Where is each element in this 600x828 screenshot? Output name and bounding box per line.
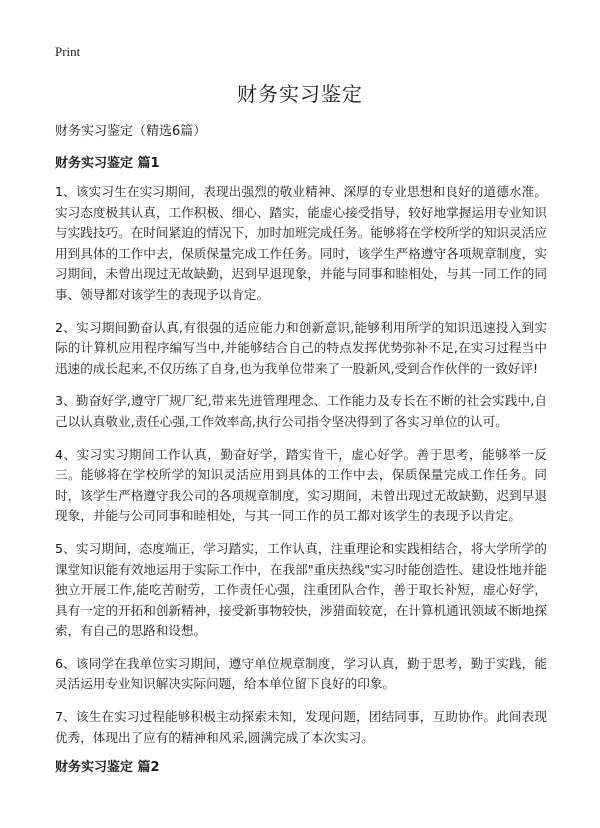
section-heading-1: 财务实习鉴定 篇1	[55, 156, 160, 171]
paragraph-2: 2、实习期间勤奋认真,有很强的适应能力和创新意识,能够利用所学的知识迅速投入到实际的计算机应用程序编写当中,并能够结合自己的特点发挥优势弥补不足,在实习过程当中迅速的成长起来,不仅历练了自身,也为我单位带来了一股新风,受到合作伙伴的一致好评!	[55, 319, 547, 376]
document-subtitle: 财务实习鉴定（精选6篇）	[55, 124, 207, 139]
section-heading-2: 财务实习鉴定 篇2	[55, 760, 160, 775]
section-1-body	[55, 182, 547, 760]
page-title: 财务实习鉴定	[237, 82, 363, 106]
paragraph-5: 5、实习期间，态度端正，学习踏实，工作认真，注重理论和实践相结合，将大学所学的课堂知识能有效地运用于实际工作中，在我部"重庆热线"实习时能创造性、建设性地并能独立开展工作,能吃苦耐劳，工作责任心强，注重团队合作，善于取长补短，虚心好学，具有一定的开拓和创新精神，接受新事物较快，涉猎面较宽，在计算机通讯领域不断地探索，有自己的思路和设想。	[55, 540, 547, 639]
paragraph-6: 6、该同学在我单位实习期间，遵守单位规章制度，学习认真，勤于思考，勤于实践，能灵活运用专业知识解决实际问题，给本单位留下良好的印象。	[55, 655, 547, 692]
print-label[interactable]: Print	[55, 44, 81, 59]
paragraph-1: 1、该实习生在实习期间，表现出强烈的敬业精神、深厚的专业思想和良好的道德水准。实习态度极其认真，工作积极、细心、踏实，能虚心接受指导，较好地掌握运用专业知识与实践技巧。在时间紧迫的情况下，加时加班完成任务。能够将在学校所学的知识灵活应用到具体的工作中去，保质保量完成工作任务。同时，该学生严格遵守各项规章制度，实习期间，未曾出现过无故缺勤，迟到早退现象，并能与同事和睦相处，与其一同工作的同事、领导都对该学生的表现予以肯定。	[55, 184, 547, 302]
paragraph-7: 7、该生在实习过程能够积极主动探索未知，发现问题，团结同事，互助协作。此间表现优秀，体现出了应有的精神和风采,圆满完成了本次实习。	[55, 709, 547, 745]
paragraph-4: 4、实习实习期间工作认真，勤奋好学，踏实肯干，虚心好学。善于思考，能够举一反三。能够将在学校所学的知识灵活应用到具体的工作中去，保质保量完成工作任务。同时，该学生严格遵守我公司的各项规章制度，实习期间，未曾出现过无故缺勤，迟到早退现象，并能与公司同事和睦相处，与其一同工作的员工都对该学生的表现予以肯定。	[55, 446, 547, 524]
paragraph-3: 3、勤奋好学,遵守厂规厂纪,带来先进管理理念、工作能力及专长在不断的社会实践中,自己以认真敬业,责任心强,工作效率高,执行公司指令坚决得到了各实习单位的认可。	[55, 393, 547, 429]
